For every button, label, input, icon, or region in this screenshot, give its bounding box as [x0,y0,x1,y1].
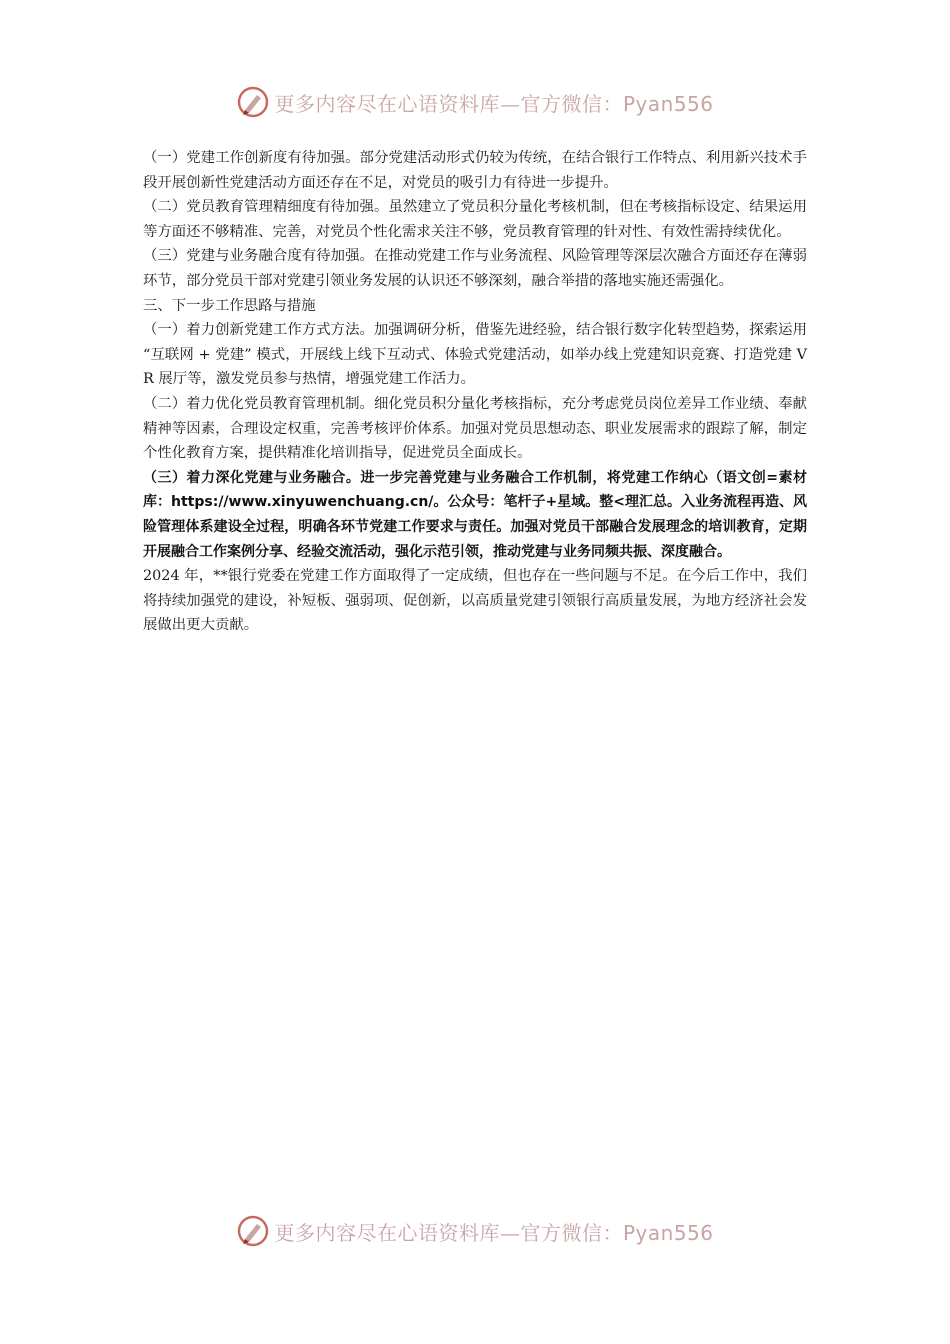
wechat-id: Pyan556 [622,1220,714,1245]
section-heading-next-steps: 三、下一步工作思路与措施 [143,297,316,314]
paragraph-issue-3: （三）党建与业务融合度有待加强。在推动党建工作与业务流程、风险管理等深层次融合方面还存在薄弱环节，部分党员干部对党建引领业务发展的认识还不够深刻，融合举措的落地实施还需强化。 [143,248,807,289]
paragraph-issue-1: （一）党建工作创新度有待加强。部分党建活动形式仍较为传统，在结合银行工作特点、利用新兴技术手段开展创新性党建活动方面还存在不足，对党员的吸引力有待进一步提升。 [143,150,807,191]
paragraph-conclusion: 2024 年，**银行党委在党建工作方面取得了一定成绩，但也存在一些问题与不足。在今后工作中，我们将持续加强党的建设，补短板、强弱项、促创新，以高质量党建引领银行高质量发展，为地方经济社会发展做出更大贡献。 [143,568,807,634]
wechat-id: Pyan556 [622,91,714,116]
banner-text [274,1217,713,1246]
document-body [143,146,807,638]
banner-text [274,88,713,117]
paragraph-measure-2: （二）着力优化党员教育管理机制。细化党员积分量化考核指标，充分考虑党员岗位差异工作业绩、奉献精神等因素，合理设定权重，完善考核评价体系。加强对党员思想动态、职业发展需求的跟踪了解，制定个性化教育方案，提供精准化培训指导，促进党员全面成长。 [143,395,807,462]
paragraph-measure-1: （一）着力创新党建工作方式方法。加强调研分析，借鉴先进经验，结合银行数字化转型趋势，探索运用 “互联网 + 党建” 模式，开展线上线下互动式、体验式党建活动，如举办线上党建知识竞赛、打造党建 VR 展厅等，激发党员参与热情，增强党建工作活力。 [143,322,807,388]
banner-main-text: 更多内容尽在心语资料库—官方微信： [274,91,623,116]
banner-main-text: 更多内容尽在心语资料库—官方微信： [274,1220,623,1245]
paragraph-issue-2: （二）党员教育管理精细度有待加强。虽然建立了党员积分量化考核机制，但在考核指标设定、结果运用等方面还不够精准、完善，对党员个性化需求关注不够，党员教育管理的针对性、有效性需持续优化。 [143,199,807,240]
pen-logo-icon [236,1214,270,1248]
paragraph-measure-3: （三）着力深化党建与业务融合。进一步完善党建与业务融合工作机制，将党建工作纳心（语文创=素材库：https://www.xinyuwenchuang.cn/。公众号：笔杆子+星域。整<理汇总。入业务流程再造、风险管理体系建设全过程，明确各环节党建工作要求与责任。加强对党员干部融合发展理念的培训教育，定期开展融合工作案例分享、经验交流活动，强化示范引领，推动党建与业务同频共振、深度融合。 [143,469,807,560]
header-watermark-banner [0,84,950,120]
pen-logo-icon [236,85,270,119]
footer-watermark-banner [0,1213,950,1249]
